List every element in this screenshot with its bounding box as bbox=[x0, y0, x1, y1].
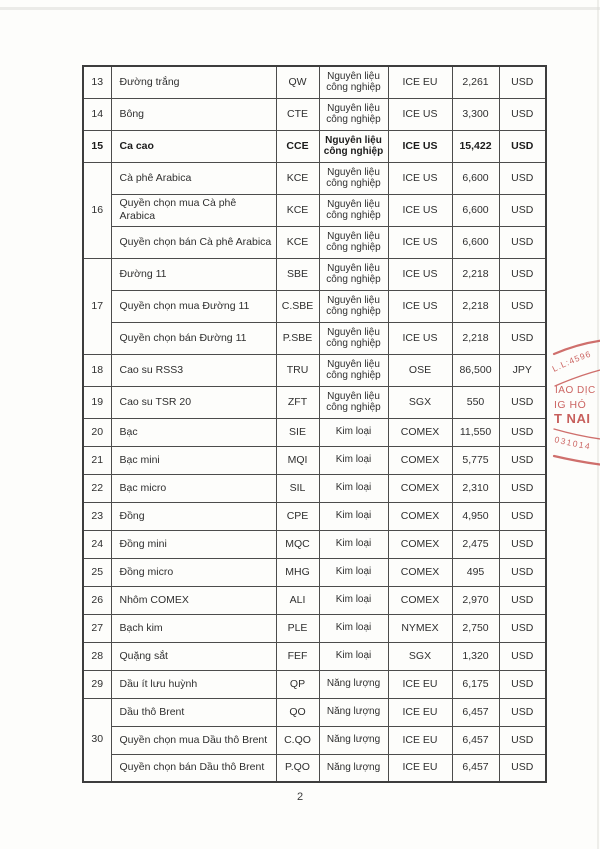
row-number-cell: 20 bbox=[83, 418, 111, 446]
row-number-cell: 28 bbox=[83, 642, 111, 670]
table-row bbox=[83, 194, 546, 226]
category-cell: Nguyên liệu công nghiệp bbox=[319, 322, 388, 354]
table-row bbox=[83, 98, 546, 130]
ticker-code-cell: MQI bbox=[276, 446, 319, 474]
table-row bbox=[83, 130, 546, 162]
row-number-cell: 18 bbox=[83, 354, 111, 386]
exchange-cell: SGX bbox=[388, 386, 452, 418]
row-number-cell: 15 bbox=[83, 130, 111, 162]
commodity-name-cell: Quặng sắt bbox=[111, 642, 276, 670]
category-cell: Năng lượng bbox=[319, 754, 388, 782]
value-cell: 1,320 bbox=[452, 642, 499, 670]
ticker-code-cell: P.QO bbox=[276, 754, 319, 782]
value-cell: 2,475 bbox=[452, 530, 499, 558]
currency-cell: USD bbox=[499, 322, 546, 354]
commodity-name-cell: Bạc micro bbox=[111, 474, 276, 502]
ticker-code-cell: P.SBE bbox=[276, 322, 319, 354]
value-cell: 2,218 bbox=[452, 322, 499, 354]
table-row bbox=[83, 586, 546, 614]
value-cell: 6,600 bbox=[452, 194, 499, 226]
ticker-code-cell: CCE bbox=[276, 130, 319, 162]
table-row bbox=[83, 726, 546, 754]
ticker-code-cell: SBE bbox=[276, 258, 319, 290]
row-number-cell: 27 bbox=[83, 614, 111, 642]
table-row bbox=[83, 530, 546, 558]
table-row bbox=[83, 418, 546, 446]
ticker-code-cell: KCE bbox=[276, 194, 319, 226]
currency-cell: USD bbox=[499, 586, 546, 614]
row-number-cell: 19 bbox=[83, 386, 111, 418]
exchange-cell: ICE EU bbox=[388, 698, 452, 726]
commodity-name-cell: Đường trắng bbox=[111, 66, 276, 98]
ticker-code-cell: CPE bbox=[276, 502, 319, 530]
table-row bbox=[83, 474, 546, 502]
exchange-cell: OSE bbox=[388, 354, 452, 386]
exchange-cell: COMEX bbox=[388, 474, 452, 502]
commodity-name-cell: Đồng micro bbox=[111, 558, 276, 586]
exchange-cell: ICE EU bbox=[388, 726, 452, 754]
table-row bbox=[83, 614, 546, 642]
value-cell: 2,218 bbox=[452, 290, 499, 322]
category-cell: Năng lượng bbox=[319, 698, 388, 726]
value-cell: 86,500 bbox=[452, 354, 499, 386]
currency-cell: USD bbox=[499, 698, 546, 726]
currency-cell: USD bbox=[499, 614, 546, 642]
value-cell: 4,950 bbox=[452, 502, 499, 530]
exchange-cell: COMEX bbox=[388, 418, 452, 446]
value-cell: 2,261 bbox=[452, 66, 499, 98]
table-row bbox=[83, 226, 546, 258]
table-row bbox=[83, 754, 546, 782]
commodity-name-cell: Dầu ít lưu huỳnh bbox=[111, 670, 276, 698]
commodity-name-cell: Đồng bbox=[111, 502, 276, 530]
category-cell: Kim loại bbox=[319, 474, 388, 502]
table-row bbox=[83, 290, 546, 322]
seal-outer-rim-bottom bbox=[554, 456, 600, 466]
exchange-cell: COMEX bbox=[388, 586, 452, 614]
currency-cell: USD bbox=[499, 754, 546, 782]
table-row bbox=[83, 698, 546, 726]
value-cell: 2,970 bbox=[452, 586, 499, 614]
currency-cell: USD bbox=[499, 670, 546, 698]
category-cell: Kim loại bbox=[319, 502, 388, 530]
exchange-cell: ICE US bbox=[388, 226, 452, 258]
commodity-name-cell: Ca cao bbox=[111, 130, 276, 162]
ticker-code-cell: ALI bbox=[276, 586, 319, 614]
ticker-code-cell: ZFT bbox=[276, 386, 319, 418]
category-cell: Nguyên liệu công nghiệp bbox=[319, 258, 388, 290]
currency-cell: USD bbox=[499, 558, 546, 586]
currency-cell: USD bbox=[499, 642, 546, 670]
category-cell: Nguyên liệu công nghiệp bbox=[319, 290, 388, 322]
table-row bbox=[83, 162, 546, 194]
exchange-cell: COMEX bbox=[388, 558, 452, 586]
commodity-table bbox=[82, 65, 547, 783]
currency-cell: USD bbox=[499, 194, 546, 226]
commodity-name-cell: Quyền chọn bán Cà phê Arabica bbox=[111, 226, 276, 258]
ticker-code-cell: SIL bbox=[276, 474, 319, 502]
row-number-cell: 26 bbox=[83, 586, 111, 614]
currency-cell: USD bbox=[499, 98, 546, 130]
ticker-code-cell: KCE bbox=[276, 226, 319, 258]
category-cell: Nguyên liệu công nghiệp bbox=[319, 386, 388, 418]
currency-cell: USD bbox=[499, 418, 546, 446]
currency-cell: USD bbox=[499, 162, 546, 194]
value-cell: 6,175 bbox=[452, 670, 499, 698]
table-row bbox=[83, 558, 546, 586]
currency-cell: USD bbox=[499, 446, 546, 474]
row-number-cell: 22 bbox=[83, 474, 111, 502]
category-cell: Kim loại bbox=[319, 586, 388, 614]
seal-text-line2: IG HÓ bbox=[554, 399, 587, 411]
currency-cell: USD bbox=[499, 530, 546, 558]
commodity-name-cell: Bông bbox=[111, 98, 276, 130]
value-cell: 6,457 bbox=[452, 698, 499, 726]
value-cell: 11,550 bbox=[452, 418, 499, 446]
ticker-code-cell: C.SBE bbox=[276, 290, 319, 322]
page-number: 2 bbox=[296, 791, 304, 803]
exchange-cell: ICE US bbox=[388, 290, 452, 322]
category-cell: Nguyên liệu công nghiệp bbox=[319, 66, 388, 98]
exchange-cell: COMEX bbox=[388, 502, 452, 530]
ticker-code-cell: MQC bbox=[276, 530, 319, 558]
commodity-name-cell: Quyền chọn bán Dầu thô Brent bbox=[111, 754, 276, 782]
ticker-code-cell: SIE bbox=[276, 418, 319, 446]
commodity-name-cell: Cà phê Arabica bbox=[111, 162, 276, 194]
ticker-code-cell: TRU bbox=[276, 354, 319, 386]
commodity-name-cell: Đồng mini bbox=[111, 530, 276, 558]
ticker-code-cell: C.QO bbox=[276, 726, 319, 754]
value-cell: 550 bbox=[452, 386, 499, 418]
company-seal-stamp bbox=[552, 336, 600, 478]
ticker-code-cell: QW bbox=[276, 66, 319, 98]
scan-edge-shadow bbox=[0, 7, 600, 10]
ticker-code-cell: MHG bbox=[276, 558, 319, 586]
category-cell: Nguyên liệu công nghiệp bbox=[319, 162, 388, 194]
currency-cell: USD bbox=[499, 130, 546, 162]
ticker-code-cell: QO bbox=[276, 698, 319, 726]
row-number-cell: 17 bbox=[83, 258, 111, 354]
exchange-cell: ICE US bbox=[388, 194, 452, 226]
table-row bbox=[83, 670, 546, 698]
value-cell: 6,457 bbox=[452, 726, 499, 754]
category-cell: Kim loại bbox=[319, 558, 388, 586]
row-number-cell: 25 bbox=[83, 558, 111, 586]
exchange-cell: COMEX bbox=[388, 530, 452, 558]
exchange-cell: ICE US bbox=[388, 130, 452, 162]
category-cell: Nguyên liệu công nghiệp bbox=[319, 354, 388, 386]
currency-cell: USD bbox=[499, 474, 546, 502]
row-number-cell: 16 bbox=[83, 162, 111, 258]
value-cell: 15,422 bbox=[452, 130, 499, 162]
commodity-name-cell: Đường 11 bbox=[111, 258, 276, 290]
seal-text-line1: IAO DỊC bbox=[555, 385, 596, 396]
category-cell: Kim loại bbox=[319, 642, 388, 670]
commodity-name-cell: Nhôm COMEX bbox=[111, 586, 276, 614]
exchange-cell: ICE US bbox=[388, 322, 452, 354]
table-row bbox=[83, 446, 546, 474]
category-cell: Kim loại bbox=[319, 530, 388, 558]
currency-cell: USD bbox=[499, 386, 546, 418]
category-cell: Nguyên liệu công nghiệp bbox=[319, 98, 388, 130]
category-cell: Nguyên liệu công nghiệp bbox=[319, 130, 388, 162]
exchange-cell: ICE US bbox=[388, 98, 452, 130]
exchange-cell: NYMEX bbox=[388, 614, 452, 642]
currency-cell: USD bbox=[499, 726, 546, 754]
category-cell: Năng lượng bbox=[319, 726, 388, 754]
commodity-name-cell: Cao su TSR 20 bbox=[111, 386, 276, 418]
table-row bbox=[83, 642, 546, 670]
table-row bbox=[83, 354, 546, 386]
exchange-cell: ICE EU bbox=[388, 754, 452, 782]
ticker-code-cell: CTE bbox=[276, 98, 319, 130]
commodity-name-cell: Quyền chọn mua Dầu thô Brent bbox=[111, 726, 276, 754]
exchange-cell: ICE EU bbox=[388, 670, 452, 698]
value-cell: 2,310 bbox=[452, 474, 499, 502]
seal-outer-rim-top bbox=[554, 340, 600, 354]
currency-cell: USD bbox=[499, 66, 546, 98]
value-cell: 6,600 bbox=[452, 226, 499, 258]
seal-arc-bottom-text: 031014 bbox=[553, 434, 592, 452]
table-row bbox=[83, 66, 546, 98]
ticker-code-cell: FEF bbox=[276, 642, 319, 670]
exchange-cell: ICE EU bbox=[388, 66, 452, 98]
ticker-code-cell: QP bbox=[276, 670, 319, 698]
category-cell: Kim loại bbox=[319, 418, 388, 446]
table-row bbox=[83, 258, 546, 290]
seal-inner-rim-top bbox=[555, 369, 600, 386]
currency-cell: USD bbox=[499, 502, 546, 530]
commodity-name-cell: Bạch kim bbox=[111, 614, 276, 642]
value-cell: 6,600 bbox=[452, 162, 499, 194]
commodity-name-cell: Bạc mini bbox=[111, 446, 276, 474]
category-cell: Nguyên liệu công nghiệp bbox=[319, 226, 388, 258]
commodity-name-cell: Quyền chọn mua Đường 11 bbox=[111, 290, 276, 322]
ticker-code-cell: PLE bbox=[276, 614, 319, 642]
row-number-cell: 29 bbox=[83, 670, 111, 698]
commodity-name-cell: Quyền chọn mua Cà phê Arabica bbox=[111, 194, 276, 226]
table-row bbox=[83, 386, 546, 418]
category-cell: Năng lượng bbox=[319, 670, 388, 698]
currency-cell: USD bbox=[499, 290, 546, 322]
category-cell: Nguyên liệu công nghiệp bbox=[319, 194, 388, 226]
exchange-cell: SGX bbox=[388, 642, 452, 670]
seal-text-line3: T NAI bbox=[554, 411, 591, 426]
currency-cell: USD bbox=[499, 226, 546, 258]
row-number-cell: 24 bbox=[83, 530, 111, 558]
seal-arc-top-text: L.L:4596 bbox=[550, 348, 593, 374]
exchange-cell: COMEX bbox=[388, 446, 452, 474]
row-number-cell: 21 bbox=[83, 446, 111, 474]
value-cell: 3,300 bbox=[452, 98, 499, 130]
table-row bbox=[83, 502, 546, 530]
ticker-code-cell: KCE bbox=[276, 162, 319, 194]
table-row bbox=[83, 322, 546, 354]
commodity-name-cell: Bạc bbox=[111, 418, 276, 446]
currency-cell: USD bbox=[499, 258, 546, 290]
category-cell: Kim loại bbox=[319, 614, 388, 642]
row-number-cell: 13 bbox=[83, 66, 111, 98]
value-cell: 2,218 bbox=[452, 258, 499, 290]
commodity-name-cell: Cao su RSS3 bbox=[111, 354, 276, 386]
row-number-cell: 14 bbox=[83, 98, 111, 130]
value-cell: 2,750 bbox=[452, 614, 499, 642]
exchange-cell: ICE US bbox=[388, 162, 452, 194]
value-cell: 6,457 bbox=[452, 754, 499, 782]
row-number-cell: 23 bbox=[83, 502, 111, 530]
commodity-name-cell: Dầu thô Brent bbox=[111, 698, 276, 726]
value-cell: 495 bbox=[452, 558, 499, 586]
exchange-cell: ICE US bbox=[388, 258, 452, 290]
category-cell: Kim loại bbox=[319, 446, 388, 474]
currency-cell: JPY bbox=[499, 354, 546, 386]
row-number-cell: 30 bbox=[83, 698, 111, 782]
commodity-name-cell: Quyền chọn bán Đường 11 bbox=[111, 322, 276, 354]
value-cell: 5,775 bbox=[452, 446, 499, 474]
